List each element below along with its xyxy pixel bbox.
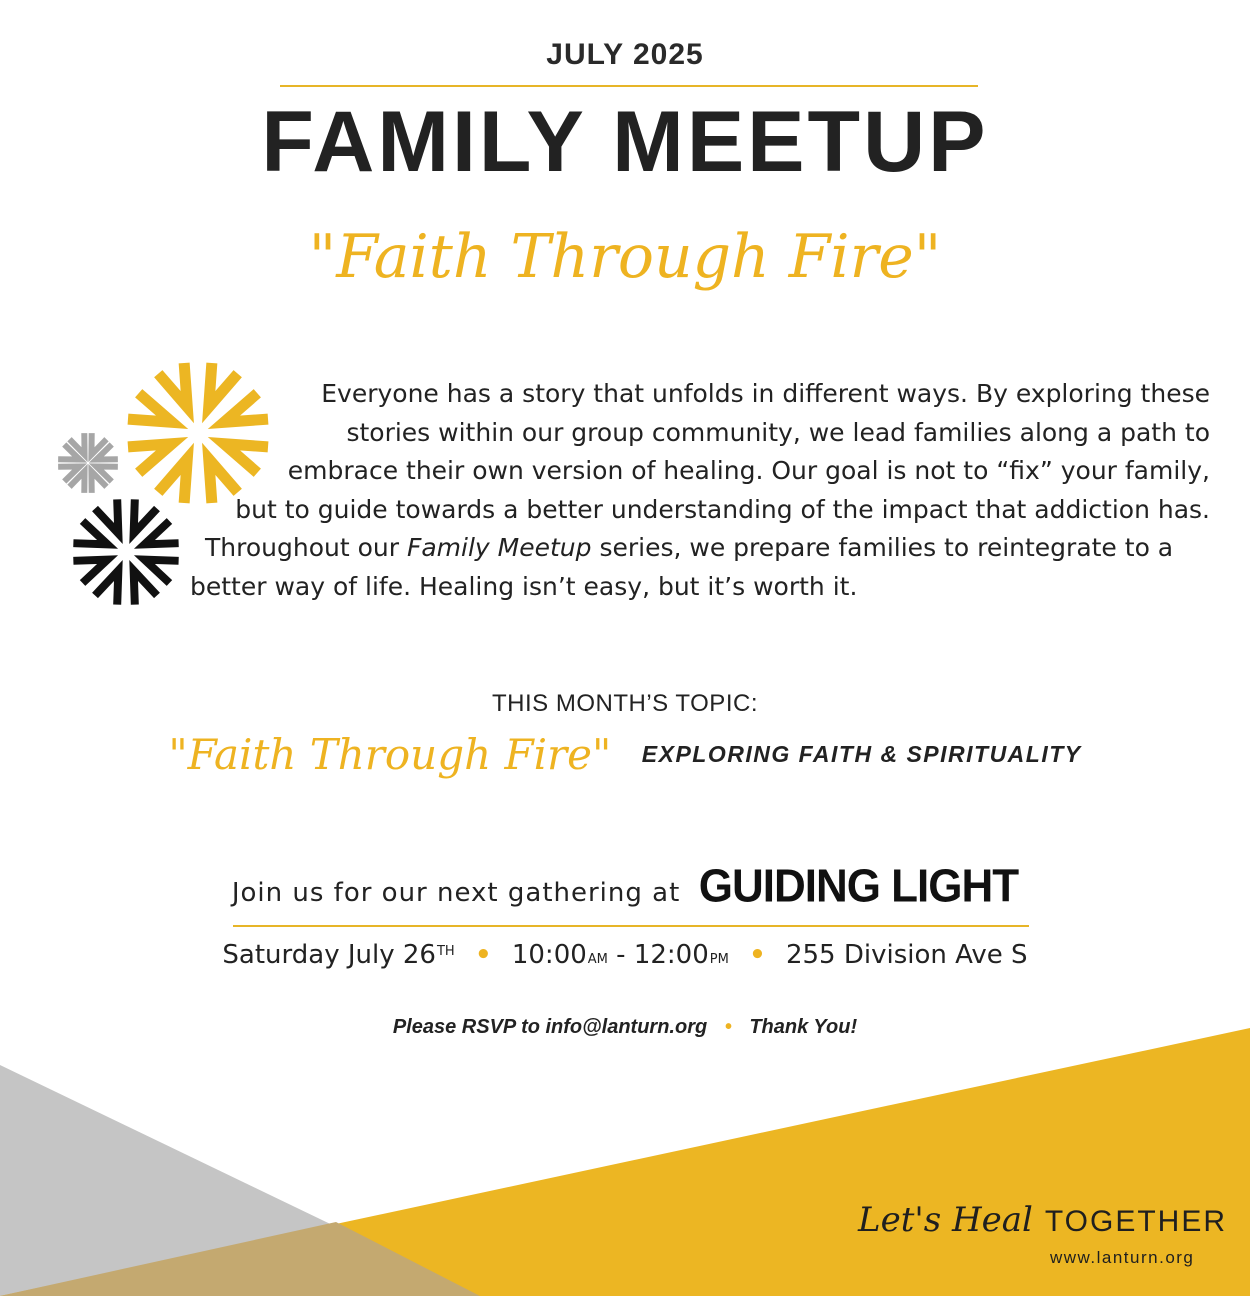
join-row xyxy=(0,862,1250,912)
event-day-suffix: TH xyxy=(436,944,455,959)
footer-url: www.lanturn.org xyxy=(1050,1248,1195,1267)
burst-chevron xyxy=(95,570,118,604)
join-text: Join us for our next gathering at xyxy=(231,878,681,908)
month-heading: JULY 2025 xyxy=(546,38,704,71)
top-divider xyxy=(280,85,978,87)
rsvp-thanks: Thank You! xyxy=(749,1016,858,1038)
topic-subtitle: EXPLORING FAITH & SPIRITUALITY xyxy=(641,741,1082,767)
burst-chevron xyxy=(134,499,157,533)
burst-chevron xyxy=(128,444,172,473)
intro-line-4: but to guide towards a better understanding of the impact that addiction has. xyxy=(235,494,1210,524)
burst-chevron xyxy=(128,393,172,422)
burst-chevron xyxy=(95,499,118,533)
event-start: 10:00 xyxy=(511,940,587,970)
bullet-1: • xyxy=(474,940,492,970)
intro-line-5a: Throughout our xyxy=(205,533,407,562)
intro-line-6: better way of life. Healing isn’t easy, but it’s worth it. xyxy=(190,571,858,601)
burst-chevron xyxy=(134,570,157,604)
gray-burst xyxy=(58,433,118,493)
intro-line-3: embrace their own version of healing. Our goal is not to “fix” your family, xyxy=(287,456,1210,485)
topic-script-title: "Faith Through Fire" xyxy=(168,730,612,779)
intro-line-5 xyxy=(205,529,1210,568)
venue-name: GUIDING LIGHT xyxy=(698,860,1019,913)
tagline-bold: TOGETHER xyxy=(1044,1205,1228,1238)
event-end-ampm: PM xyxy=(709,952,729,967)
event-address: 255 Division Ave S xyxy=(785,940,1028,970)
rsvp-text: Please RSVP to info@lanturn.org xyxy=(392,1016,708,1038)
burst-chevron xyxy=(73,560,107,583)
burst-chevron xyxy=(144,560,178,583)
intro-paragraph xyxy=(180,375,1210,606)
bullet-3: • xyxy=(724,1016,732,1038)
intro-line-2: stories within our group community, we lead families along a path to xyxy=(346,417,1210,447)
black-burst xyxy=(73,499,178,604)
tagline-script: Let's Heal xyxy=(858,1200,1033,1240)
intro-line-5b: series, we prepare families to reintegrate to a xyxy=(591,533,1174,562)
event-start-ampm: AM xyxy=(587,952,608,967)
bullet-2: • xyxy=(749,940,766,970)
rsvp-line xyxy=(0,1016,1250,1039)
page-title: FAMILY MEETUP xyxy=(261,94,989,190)
event-end: 12:00 xyxy=(633,940,709,970)
series-name: Family Meetup xyxy=(406,533,592,562)
event-day: Saturday July 26 xyxy=(222,940,436,970)
footer-tagline xyxy=(858,1200,1227,1240)
burst-chevron xyxy=(144,521,178,544)
topic-row xyxy=(0,730,1250,779)
time-separator: - xyxy=(607,940,634,970)
theme-heading: "Faith Through Fire" xyxy=(308,222,942,292)
intro-line-1: Everyone has a story that unfolds in different ways. By exploring these xyxy=(321,379,1210,408)
event-details xyxy=(0,940,1250,970)
middle-divider xyxy=(233,925,1029,927)
topic-label: THIS MONTH’S TOPIC: xyxy=(492,690,758,717)
burst-chevron xyxy=(73,521,107,544)
